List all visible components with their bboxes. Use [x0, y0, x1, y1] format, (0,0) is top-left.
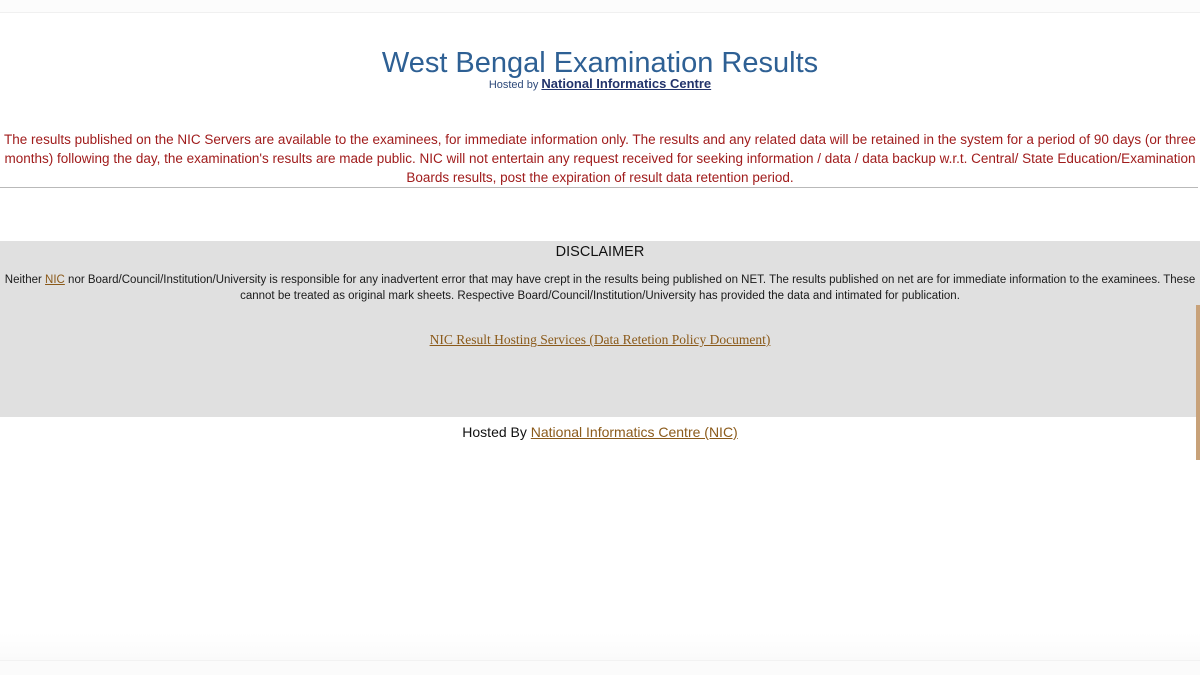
data-retention-policy-link[interactable]: NIC Result Hosting Services (Data Retetion Policy Document): [429, 332, 771, 347]
nic-inline-link[interactable]: NIC: [45, 274, 65, 286]
horizontal-divider: [0, 187, 1198, 188]
page-title: West Bengal Examination Results: [381, 47, 819, 80]
page-footer: [0, 424, 1200, 440]
disclaimer-heading: DISCLAIMER: [555, 244, 645, 260]
footer-label: Hosted By: [462, 424, 527, 440]
disclaimer-text: [0, 272, 1200, 304]
hosted-by-header: [0, 76, 1200, 91]
retention-notice: The results published on the NIC Servers are available to the examinees, for immediate information only. The results and any related data will be retained in the system for a period of 90 days (or three months) following the day, the examination's results are made public. NIC will not entertain any request received for seeking information / data / data backup w.r.t. Central/ State Education/Examination Boards results, post the expiration of result data retention period.: [4, 132, 1196, 185]
browser-top-strip: [0, 0, 1200, 13]
policy-link-container: [0, 331, 1200, 349]
scrollbar-thumb[interactable]: [1196, 305, 1200, 460]
disclaimer-text-after: nor Board/Council/Institution/University is responsible for any inadvertent error that may have crept in the results being published on NET. The results published on net are for immediate information to the examinees. These cannot be treated as original mark sheets. Respective Board/Council/Institution/University has provided the data and intimated for publication.: [64, 274, 1196, 302]
browser-bottom-strip: [0, 660, 1200, 675]
footer-nic-link[interactable]: National Informatics Centre (NIC): [530, 424, 738, 440]
hosted-by-nic-link[interactable]: National Informatics Centre: [541, 76, 712, 91]
disclaimer-section: [0, 241, 1200, 417]
hosted-by-label: Hosted by: [488, 79, 539, 91]
disclaimer-text-before: Neither: [4, 274, 46, 286]
